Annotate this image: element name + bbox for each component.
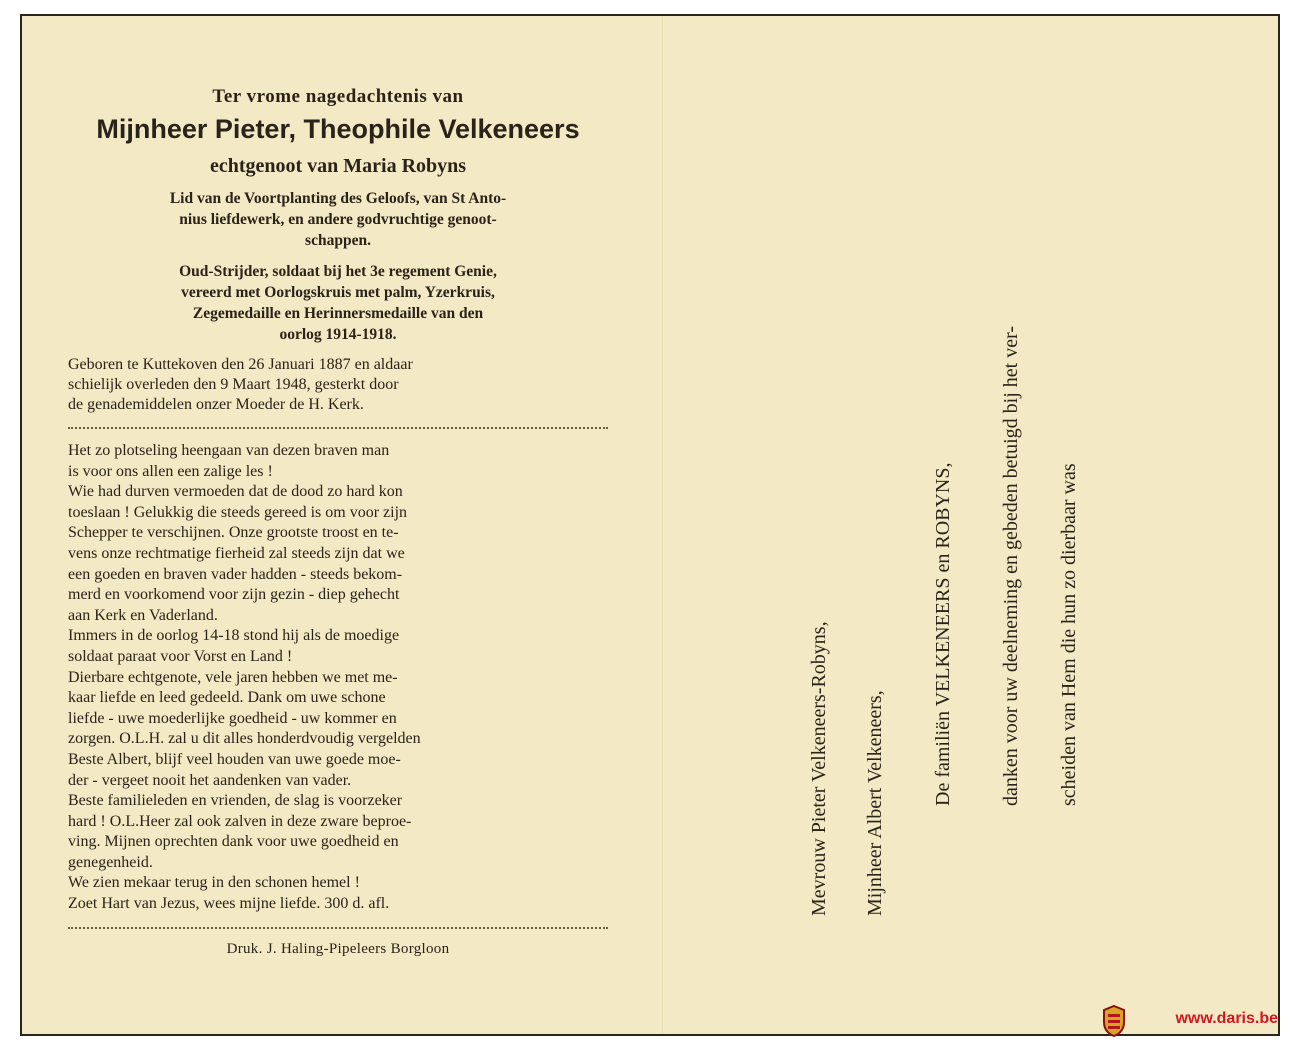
tribute-line: Dierbare echtgenote, vele jaren hebben we met me- [68,668,398,686]
tribute-line: kaar liefde en leed gedeeld. Dank om uwe schone [68,689,386,707]
membership-line: Lid van de Voortplanting des Geloofs, van St Anto- [169,190,507,207]
families-line: De familiën VELKENEERS en ROBYNS, [932,462,954,806]
intro-heading: Ter vrome nagedachtenis van [212,86,464,107]
card-fold [662,16,664,1034]
military-line: oorlog 1914-1918. [279,326,397,343]
spouse-line: echtgenoot van Maria Robyns [209,155,467,177]
birth-death-line: de genademiddelen onzer Moeder de H. Kerk. [68,396,364,413]
birth-death-block [68,355,608,415]
tribute-line: toeslaan ! Gelukkig die steeds gereed is om voor zijn [68,503,408,521]
military-line: Oud-Strijder, soldaat bij het 3e regement Genie, [179,263,497,280]
tribute-line: We zien mekaar terug in den schonen hemel ! [68,874,360,892]
printer-credit: Druk. J. Haling-Pipeleers Borgloon [226,940,450,957]
tribute-line: Schepper te verschijnen. Onze grootste troost en te- [68,524,399,542]
tribute-line: genegenheid. [68,853,153,871]
tribute-line: een goeden en braven vader hadden - steeds bekom- [68,565,403,583]
tribute-line: ving. Mijnen oprechten dank voor uwe goedheid en [68,833,399,851]
birth-death-line: Geboren te Kuttekoven den 26 Januari 1887 en aldaar [68,356,413,373]
tribute-line: aan Kerk en Vaderland. [68,606,218,624]
crest-icon [1100,1004,1128,1038]
widow-line: Mevrouw Pieter Velkeneers-Robyns, [808,621,830,916]
tribute-line: Wie had durven vermoeden dat de dood zo hard kon [68,483,403,501]
tribute-line: Immers in de oorlog 14-18 stond hij als de moedige [68,627,400,645]
tribute-line: Zoet Hart van Jezus, wees mijne liefde. 300 d. afl. [68,895,390,913]
tribute-line: Het zo plotseling heengaan van dezen braven man [68,442,390,459]
watermark-site[interactable]: www.daris.be [1175,1010,1278,1027]
tribute-line: vens onze rechtmatige fierheid zal steeds zijn dat we [68,544,405,562]
birth-death-line: schielijk overleden den 9 Maart 1948, gesterkt door [68,376,399,393]
membership-block [68,188,608,251]
memorial-card [20,14,1280,1036]
tribute-line: hard ! O.L.Heer zal ook zalven in deze zware beproe- [68,812,412,830]
tribute-line: zorgen. O.L.H. zal u dit alles honderdvoudig vergelden [68,730,421,748]
thanks-line-2: scheiden van Hem die hun zo dierbaar was [1058,463,1080,806]
tribute-line: merd en voorkomend voor zijn gezin - diep gehecht [68,586,400,604]
tribute-line: soldaat paraat voor Vorst en Land ! [68,647,293,665]
tribute-line: is voor ons allen een zalige les ! [68,462,273,480]
membership-line: nius liefdewerk, en andere godvruchtige genoot- [179,211,497,228]
son-line: Mijnheer Albert Velkeneers, [864,690,886,916]
thanks-line-1: danken voor uw deelneming en gebeden betuigd bij het ver- [1000,326,1022,806]
dotted-separator [68,427,608,429]
membership-line: schappen. [305,232,371,249]
tribute-line: liefde - uwe moederlijke goedheid - uw kommer en [68,709,397,727]
tribute-text [68,441,608,915]
deceased-name: Mijnheer Pieter, Theophile Velkeneers [96,114,580,144]
dotted-separator [68,927,608,929]
left-page [68,86,608,958]
tribute-line: Beste familieleden en vrienden, de slag is voorzeker [68,792,403,810]
military-block [68,261,608,345]
military-line: vereerd met Oorlogskruis met palm, Yzerkruis, [181,284,495,301]
military-line: Zegemedaille en Herinnersmedaille van den [192,305,484,322]
tribute-line: der - vergeet nooit het aandenken van vader. [68,771,352,789]
tribute-line: Beste Albert, blijf veel houden van uwe goede moe- [68,750,401,768]
